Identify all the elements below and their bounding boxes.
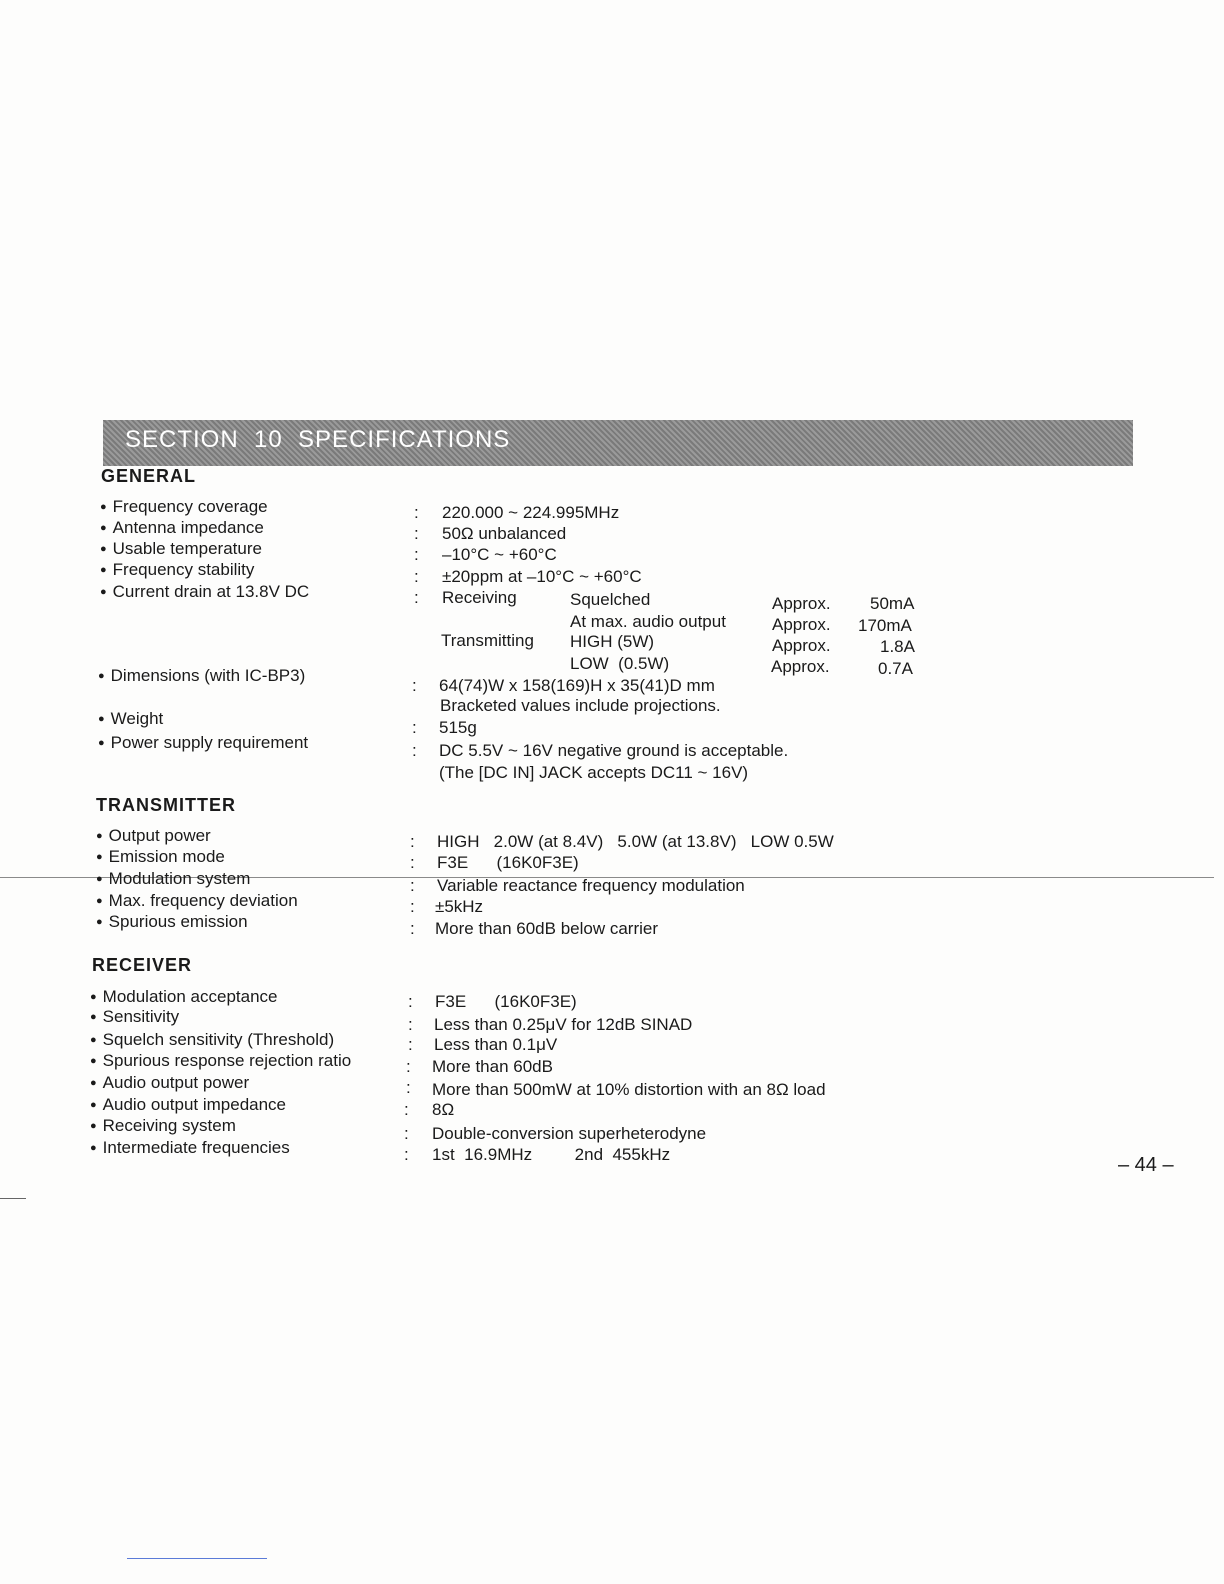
colon: : xyxy=(410,897,415,916)
drain-amount: 1.8A xyxy=(880,637,915,656)
spec-value: 64(74)W x 158(169)H x 35(41)D mm xyxy=(439,676,715,695)
page-number: – 44 – xyxy=(1118,1154,1174,1176)
spec-label: ● Modulation system xyxy=(96,869,250,891)
spec-value: Variable reactance frequency modulation xyxy=(437,876,745,895)
colon: : xyxy=(412,741,417,760)
drain-approx: Approx. xyxy=(771,657,830,676)
spec-value: 1st 16.9MHz 2nd 455kHz xyxy=(432,1145,671,1164)
spec-note: (The [DC IN] JACK accepts DC11 ~ 16V) xyxy=(439,763,749,782)
spec-label: ● Sensitivity xyxy=(90,1007,179,1029)
current-drain-receiving: Receiving xyxy=(442,588,517,607)
spec-value: ±5kHz xyxy=(435,897,484,916)
colon: : xyxy=(412,718,417,737)
colon: : xyxy=(414,503,419,522)
colon: : xyxy=(414,545,419,564)
colon: : xyxy=(404,1100,409,1119)
receiver-heading: RECEIVER xyxy=(92,955,193,975)
current-drain-transmitting: Transmitting xyxy=(441,631,534,650)
spec-label: ● Dimensions (with IC-BP3) xyxy=(98,666,305,688)
footer-line xyxy=(127,1558,267,1559)
spec-label: ● Power supply requirement xyxy=(98,733,308,755)
spec-value: DC 5.5V ~ 16V negative ground is acceptable. xyxy=(439,741,789,760)
spec-label: ● Receiving system xyxy=(90,1116,236,1138)
spec-label: ● Current drain at 13.8V DC xyxy=(100,582,309,604)
spec-value: 220.000 ~ 224.995MHz xyxy=(442,503,620,522)
colon: : xyxy=(404,1124,409,1143)
spec-label: ● Antenna impedance xyxy=(100,518,264,540)
transmitter-heading: TRANSMITTER xyxy=(96,795,236,815)
spec-value: –10°C ~ +60°C xyxy=(442,545,557,564)
spec-label: ● Squelch sensitivity (Threshold) xyxy=(90,1030,334,1052)
spec-value: F3E (16K0F3E) xyxy=(435,992,577,1011)
spec-value: F3E (16K0F3E) xyxy=(437,853,579,872)
drain-amount: 50mA xyxy=(870,594,915,613)
spec-label: ● Output power xyxy=(96,826,211,848)
spec-value: Less than 0.25μV for 12dB SINAD xyxy=(434,1015,693,1034)
spec-value: HIGH 2.0W (at 8.4V) 5.0W (at 13.8V) LOW 0.5W xyxy=(437,832,834,851)
drain-amount: 0.7A xyxy=(878,659,913,678)
colon: : xyxy=(414,588,419,607)
drain-mode: LOW (0.5W) xyxy=(570,654,670,673)
colon: : xyxy=(414,524,419,543)
drain-mode: Squelched xyxy=(570,590,651,609)
colon: : xyxy=(406,1057,411,1076)
colon: : xyxy=(410,832,415,851)
margin-mark xyxy=(0,1198,26,1199)
spec-label: ● Emission mode xyxy=(96,847,225,869)
spec-label: ● Frequency coverage xyxy=(100,497,268,519)
drain-approx: Approx. xyxy=(772,636,831,655)
drain-approx: Approx. xyxy=(772,594,831,613)
colon: : xyxy=(406,1078,411,1097)
colon: : xyxy=(404,1145,409,1164)
spec-value: More than 500mW at 10% distortion with an 8Ω load xyxy=(432,1080,826,1099)
spec-value: 50Ω unbalanced xyxy=(442,524,567,543)
spec-label: ● Usable temperature xyxy=(100,539,262,561)
spec-label: ● Frequency stability xyxy=(100,560,254,582)
spec-value: ±20ppm at –10°C ~ +60°C xyxy=(442,567,642,586)
drain-mode: At max. audio output xyxy=(570,612,726,631)
colon: : xyxy=(412,676,417,695)
spec-label: ● Spurious response rejection ratio xyxy=(90,1051,351,1073)
spec-label: ● Weight xyxy=(98,709,163,731)
general-heading: GENERAL xyxy=(101,466,197,486)
spec-label: ● Spurious emission xyxy=(96,912,248,934)
section-title: SECTION 10 SPECIFICATIONS xyxy=(125,426,511,453)
spec-label: ● Modulation acceptance xyxy=(90,987,278,1009)
colon: : xyxy=(410,853,415,872)
colon: : xyxy=(414,567,419,586)
section-banner xyxy=(103,420,1133,466)
colon: : xyxy=(410,876,415,895)
drain-mode: HIGH (5W) xyxy=(570,632,655,651)
spec-label: ● Audio output power xyxy=(90,1073,249,1095)
spec-value: More than 60dB xyxy=(432,1057,553,1076)
colon: : xyxy=(410,919,415,938)
colon: : xyxy=(408,1015,413,1034)
colon: : xyxy=(408,992,413,1011)
spec-value: Double-conversion superheterodyne xyxy=(432,1124,707,1143)
spec-value: 515g xyxy=(439,718,477,737)
spec-label: ● Intermediate frequencies xyxy=(90,1138,290,1160)
drain-amount: 170mA xyxy=(858,616,912,635)
spec-value: More than 60dB below carrier xyxy=(435,919,659,938)
spec-note: Bracketed values include projections. xyxy=(440,696,721,715)
drain-approx: Approx. xyxy=(772,615,831,634)
colon: : xyxy=(408,1035,413,1054)
spec-label: ● Max. frequency deviation xyxy=(96,891,298,913)
spec-value: 8Ω xyxy=(432,1100,455,1119)
spec-label: ● Audio output impedance xyxy=(90,1095,286,1117)
spec-value: Less than 0.1μV xyxy=(434,1035,558,1054)
